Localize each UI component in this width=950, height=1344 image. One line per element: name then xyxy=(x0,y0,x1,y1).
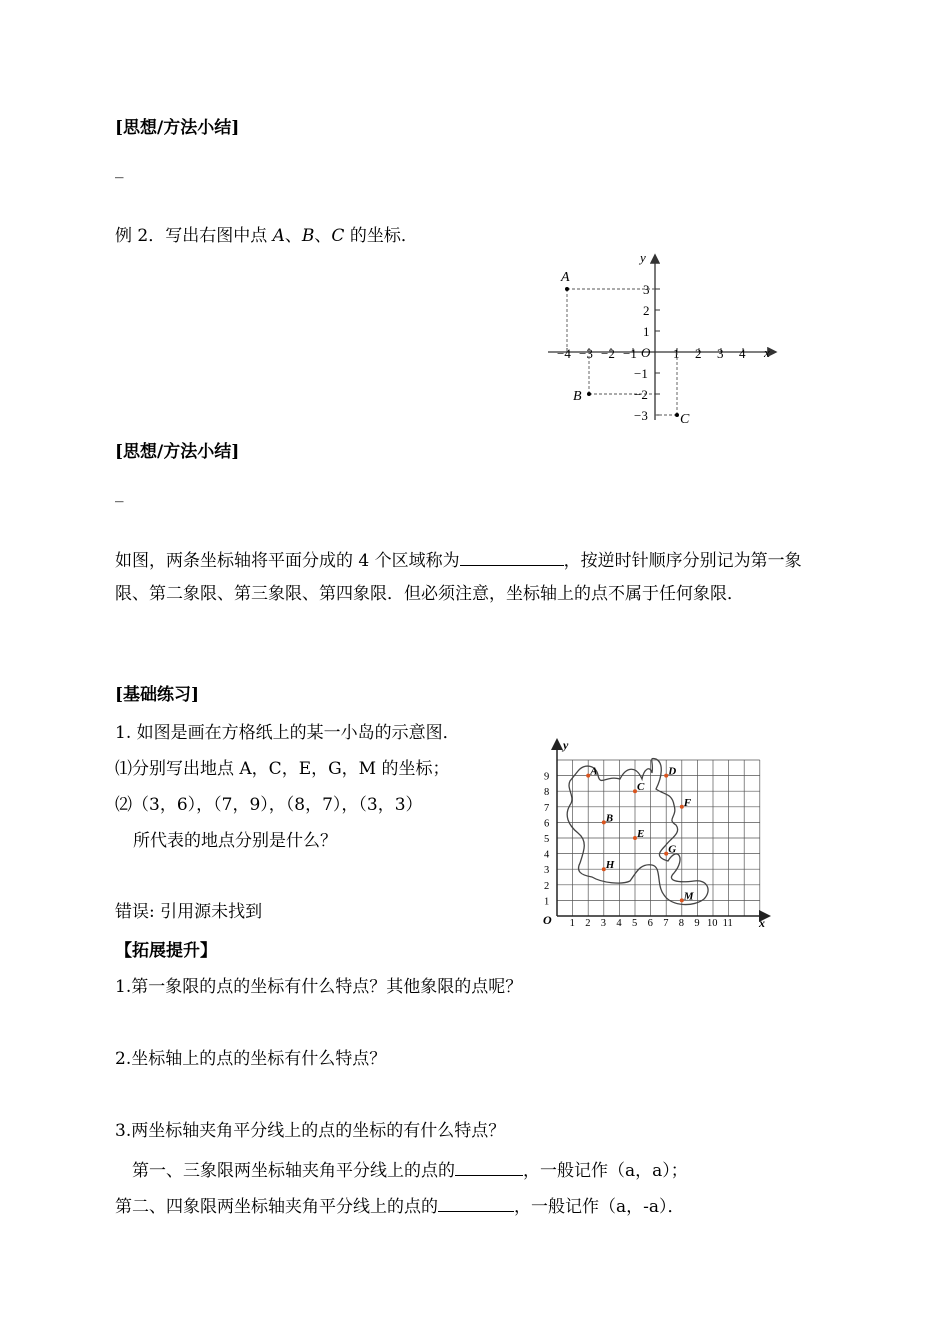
quadrant-text-2: ，按逆时针顺序分别记为第一象限、第二象限、第三象限、第四象限．但必须注意，坐标轴上的点不属于任何象限． xyxy=(115,551,802,604)
place-label-e: E xyxy=(637,828,645,840)
y-tick-label: −3 xyxy=(634,408,648,423)
section-heading-2: [思想/方法小结] xyxy=(115,442,240,462)
place-label-h: H xyxy=(605,859,615,872)
y-tick-label: 3 xyxy=(544,865,550,877)
x-tick-label: −3 xyxy=(579,346,593,361)
y-tick-label: 1 xyxy=(643,324,650,339)
coordinate-graph-example-2 xyxy=(540,248,790,428)
example-2-text xyxy=(115,225,418,247)
y-tick-label: 4 xyxy=(544,849,550,861)
point-label-c: C xyxy=(680,412,690,427)
x-tick-label: 9 xyxy=(694,918,700,929)
x-tick-label: 1 xyxy=(569,918,575,929)
extend-q3-line2 xyxy=(115,1193,685,1218)
x-tick-label: −1 xyxy=(623,346,637,361)
point-label-b: B xyxy=(573,389,582,404)
place-label-f: F xyxy=(683,796,692,809)
basic-q1-part2: ⑵（3，6），（7，9），（8，7），（3，3） xyxy=(115,795,423,815)
y-tick-label: 2 xyxy=(544,880,550,892)
point-b-ref: B xyxy=(301,226,315,246)
x-tick-label: 5 xyxy=(632,918,638,929)
extend-q1: 1.第一象限的点的坐标有什么特点？其他象限的点呢？ xyxy=(115,977,523,997)
reference-error-text: 错误: 引用源未找到 xyxy=(115,902,263,922)
point-b xyxy=(587,392,591,396)
x-tick-label: −4 xyxy=(557,346,571,361)
quadrant-text-1: 如图，两条坐标轴将平面分成的 4 个区域称为 xyxy=(115,551,460,571)
fill-blank-bisector-24[interactable] xyxy=(438,1193,514,1212)
y-tick-label: −2 xyxy=(634,387,648,402)
x-tick-label: 1 xyxy=(673,346,680,361)
y-axis-label: y xyxy=(563,738,569,752)
x-axis-label: x xyxy=(764,345,770,360)
y-tick-label: 6 xyxy=(544,818,550,830)
origin-label: O xyxy=(641,345,651,360)
x-tick-label: 2 xyxy=(585,918,591,929)
x-tick-label: 6 xyxy=(647,918,653,929)
x-tick-label: 3 xyxy=(600,918,607,929)
x-tick-label: 2 xyxy=(695,346,702,361)
point-a xyxy=(565,287,569,291)
answer-dash-2: _ xyxy=(115,483,124,503)
point-a-ref: A xyxy=(272,226,285,246)
y-tick-label: 1 xyxy=(544,896,550,908)
extend-q3: 3.两坐标轴夹角平分线上的点的坐标的有什么特点？ xyxy=(115,1121,506,1141)
x-tick-label: 4 xyxy=(739,346,746,361)
x-tick-label: 8 xyxy=(678,918,685,929)
fill-blank-bisector-13[interactable] xyxy=(455,1157,523,1176)
point-c xyxy=(675,413,679,417)
example-2-prefix: 例 2．写出右图中点 xyxy=(115,226,273,246)
extend-heading: 【拓展提升】 xyxy=(115,941,217,961)
x-tick-label: 11 xyxy=(722,918,733,929)
point-c-ref: C xyxy=(331,226,345,246)
bisector-24-text: 第二、四象限两坐标轴夹角平分线上的点的 xyxy=(115,1197,438,1217)
place-label-a: A xyxy=(590,765,598,778)
basic-q1-part1: ⑴分别写出地点 A，C，E，G，M 的坐标； xyxy=(115,759,450,779)
quadrant-paragraph xyxy=(115,545,835,611)
answer-dash-1: _ xyxy=(115,159,124,179)
extend-q3-line1 xyxy=(132,1157,688,1182)
basic-q1: 1. 如图是画在方格纸上的某一小岛的示意图． xyxy=(115,723,460,743)
y-tick-label: 5 xyxy=(544,834,550,845)
island-grid-map xyxy=(540,735,775,935)
point-label-a: A xyxy=(561,270,570,285)
place-label-d: D xyxy=(668,765,677,778)
y-tick-label: 7 xyxy=(544,802,550,814)
separator: 、 xyxy=(284,226,302,246)
extend-q2: 2.坐标轴上的点的坐标有什么特点？ xyxy=(115,1049,387,1069)
x-tick-label: 4 xyxy=(616,918,622,929)
x-tick-label: 3 xyxy=(717,346,724,361)
y-tick-label: −1 xyxy=(634,366,648,381)
y-tick-label: 2 xyxy=(643,303,650,318)
y-tick-label: 8 xyxy=(544,787,550,799)
example-2-suffix: 的坐标． xyxy=(344,226,418,246)
basic-q1-part2-cont: 所代表的地点分别是什么？ xyxy=(133,831,337,851)
place-label-c: C xyxy=(637,781,645,794)
place-label-g: G xyxy=(668,843,677,856)
x-tick-label: −2 xyxy=(601,346,615,361)
origin-label: O xyxy=(543,913,552,927)
bisector-13-notation: ，一般记作（a，a）； xyxy=(523,1161,688,1181)
y-tick-label: 9 xyxy=(544,771,550,783)
bisector-13-text: 第一、三象限两坐标轴夹角平分线上的点的 xyxy=(132,1161,455,1181)
place-label-b: B xyxy=(605,812,614,825)
y-axis-label: y xyxy=(640,250,646,265)
bisector-24-notation: ，一般记作（a，-a）． xyxy=(514,1197,685,1217)
y-tick-label: 3 xyxy=(643,282,650,297)
fill-blank-quadrant[interactable] xyxy=(460,547,564,566)
basic-practice-heading: [基础练习] xyxy=(115,685,200,705)
x-tick-label: 10 xyxy=(707,918,718,929)
separator: 、 xyxy=(314,226,332,246)
x-axis-label: x xyxy=(759,916,765,930)
place-label-m: M xyxy=(683,890,694,903)
section-heading-1: [思想/方法小结] xyxy=(115,118,240,138)
x-tick-label: 7 xyxy=(663,918,669,929)
